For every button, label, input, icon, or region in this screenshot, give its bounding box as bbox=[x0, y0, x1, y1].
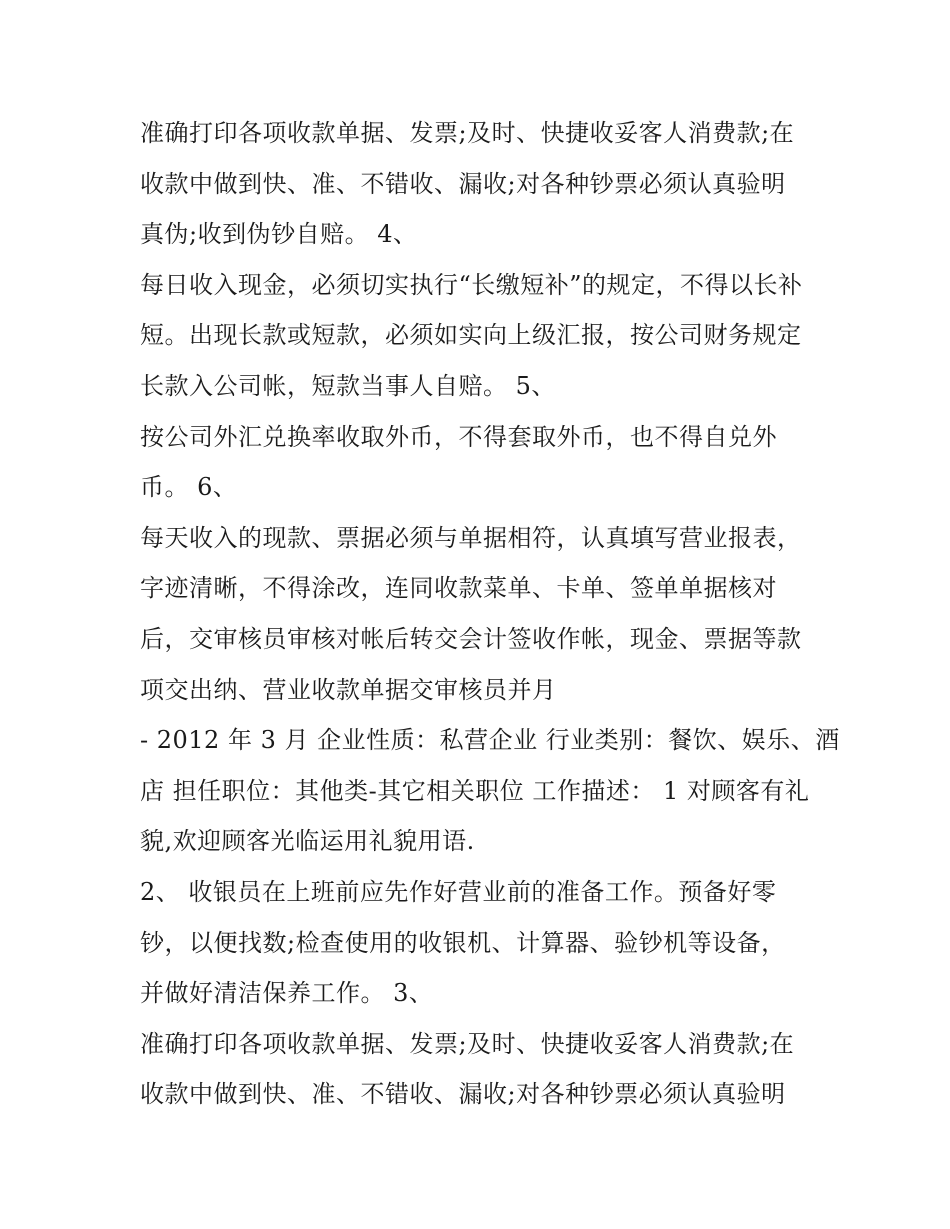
text-line: 2、 收银员在上班前应先作好营业前的准备工作。预备好零 bbox=[140, 877, 777, 906]
text-line: 每日收入现金，必须切实执行“长缴短补”的规定，不得以长补 bbox=[140, 270, 803, 299]
text-line: 项交出纳、营业收款单据交审核员并月 bbox=[140, 675, 557, 704]
text-line: 收款中做到快、准、不错收、漏收;对各种钞票必须认真验明 bbox=[140, 169, 786, 198]
document-body bbox=[140, 108, 840, 1120]
text-line: 真伪;收到伪钞自赔。 4、 bbox=[140, 220, 418, 249]
text-line: 准确打印各项收款单据、发票;及时、快捷收妥客人消费款;在 bbox=[140, 119, 795, 147]
text-line: 字迹清晰，不得涂改，连同收款菜单、卡单、签单单据核对 bbox=[140, 574, 777, 603]
text-line: 长款入公司帐，短款当事人自赔。 5、 bbox=[140, 371, 556, 400]
text-line: 币。 6、 bbox=[140, 473, 238, 502]
text-line: 短。出现长款或短款，必须如实向上级汇报，按公司财务规定 bbox=[140, 321, 802, 350]
text-line: 貌,欢迎顾客光临运用礼貌用语. bbox=[140, 827, 475, 856]
text-line: 店 担任职位：其他类-其它相关职位 工作描述： 1 对顾客有礼 bbox=[140, 776, 810, 805]
text-line: 每天收入的现款、票据必须与单据相符，认真填写营业报表， bbox=[140, 523, 802, 552]
text-line: 收款中做到快、准、不错收、漏收;对各种钞票必须认真验明 bbox=[140, 1080, 786, 1109]
text-line: 按公司外汇兑换率收取外币，不得套取外币，也不得自兑外 bbox=[140, 422, 777, 451]
text-line: 钞，以便找数;检查使用的收银机、计算器、验钞机等设备， bbox=[140, 928, 786, 957]
text-line: 准确打印各项收款单据、发票;及时、快捷收妥客人消费款;在 bbox=[140, 1029, 795, 1058]
text-line: 后，交审核员审核对帐后转交会计签收作帐，现金、票据等款 bbox=[140, 624, 802, 653]
text-line: - 2012 年 3 月 企业性质：私营企业 行业类别：餐饮、娱乐、酒 bbox=[140, 726, 840, 755]
text-line: 并做好清洁保养工作。 3、 bbox=[140, 979, 434, 1008]
